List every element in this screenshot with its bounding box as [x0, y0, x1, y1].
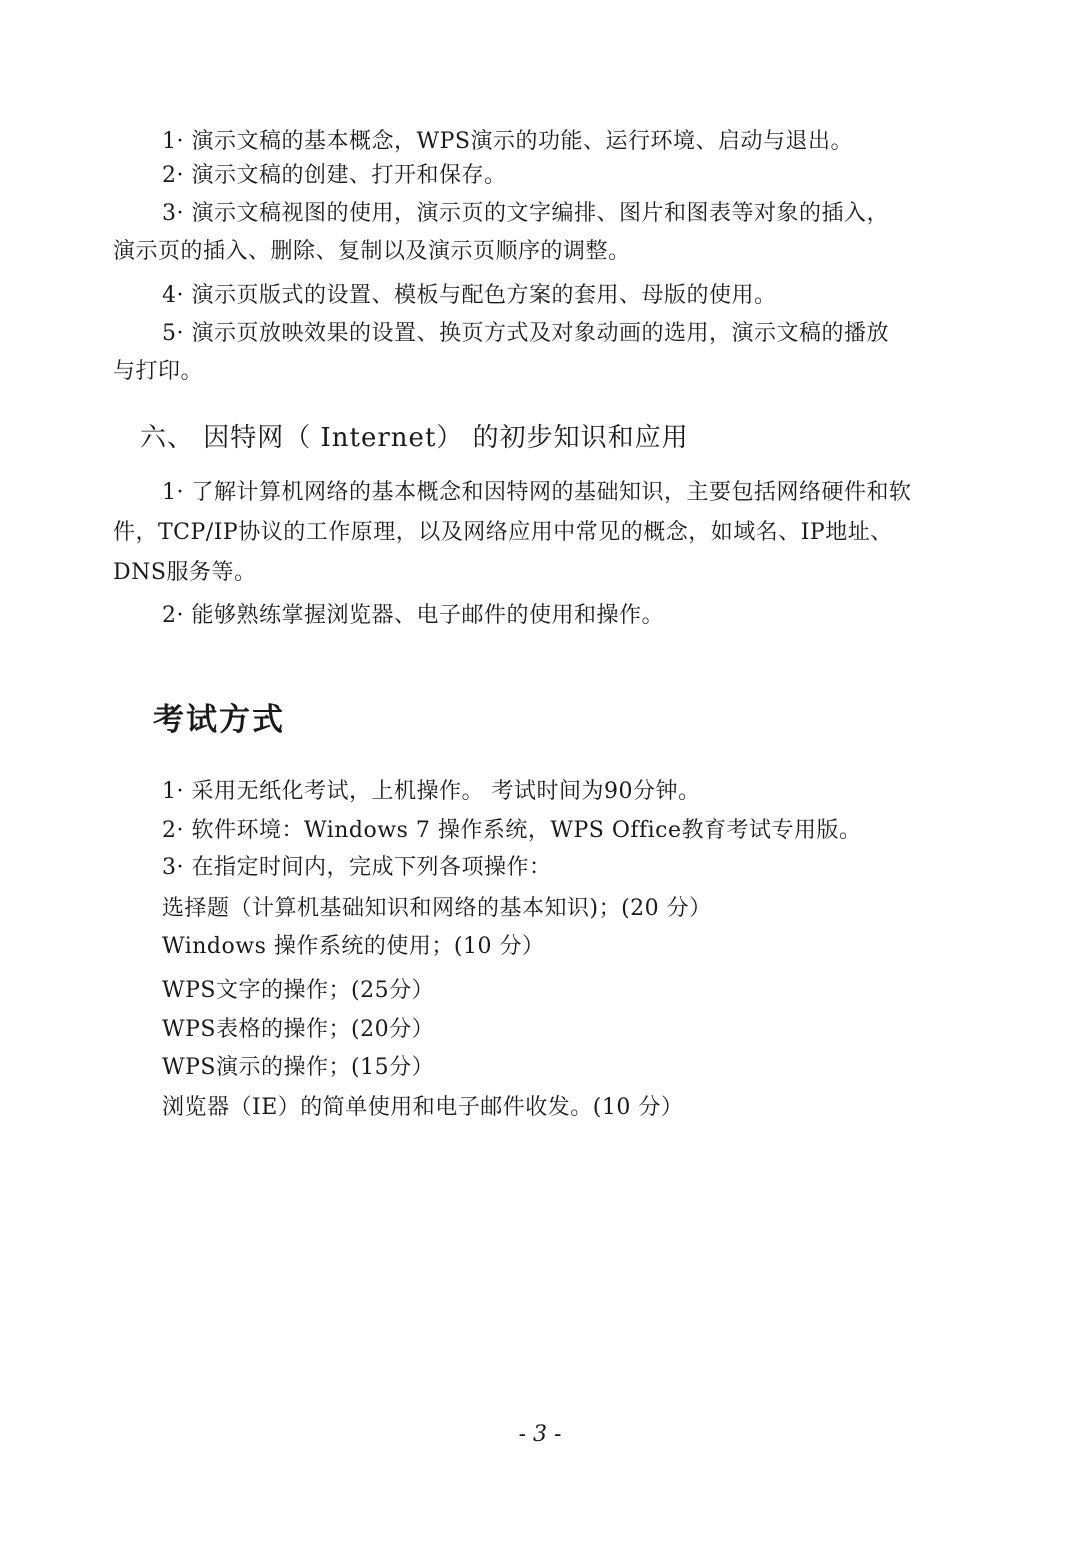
exam-task-windows: Windows 操作系统的使用；(10 分） [162, 934, 545, 959]
exam-task-browser-email: 浏览器（IE）的简单使用和电子邮件收发。(10 分） [162, 1095, 684, 1120]
section5-item-3: 3· 演示文稿视图的使用，演示页的文字编排、图片和图表等对象的插入， [162, 201, 889, 226]
section6-item-1: 1· 了解计算机网络的基本概念和因特网的基础知识，主要包括网络硬件和软 [162, 480, 912, 505]
exam-item-3: 3· 在指定时间内，完成下列各项操作： [162, 855, 552, 880]
exam-task-wps-sheet: WPS表格的操作；(20分） [162, 1017, 435, 1042]
section5-item-5: 5· 演示页放映效果的设置、换页方式及对象动画的选用，演示文稿的播放 [162, 321, 889, 346]
exam-task-wps-presentation: WPS演示的操作；(15分） [162, 1055, 435, 1080]
exam-item-2: 2· 软件环境：Windows 7 操作系统，WPS Office教育考试专用版。 [162, 818, 862, 843]
exam-task-wps-text: WPS文字的操作；(25分） [162, 978, 435, 1003]
exam-heading: 考试方式 [153, 702, 285, 738]
section5-item-5-continued: 与打印。 [113, 359, 204, 384]
exam-task-choice: 选择题（计算机基础知识和网络的基本知识)；(20 分） [162, 896, 712, 921]
section5-item-2: 2· 演示文稿的创建、打开和保存。 [162, 163, 507, 188]
section6-item-2: 2· 能够熟练掌握浏览器、电子邮件的使用和操作。 [162, 603, 664, 628]
section5-item-4: 4· 演示页版式的设置、模板与配色方案的套用、母版的使用。 [162, 283, 777, 308]
section6-item-1-continued: 件，TCP/IP协议的工作原理，以及网络应用中常见的概念，如域名、IP地址、 [113, 520, 893, 545]
section6-item-1-continued-2: DNS服务等。 [113, 560, 257, 585]
section5-item-3-continued: 演示页的插入、删除、复制以及演示页顺序的调整。 [113, 239, 631, 264]
section6-heading: 六、 因特网（ Internet） 的初步知识和应用 [140, 423, 689, 453]
exam-item-1: 1· 采用无纸化考试，上机操作。 考试时间为90分钟。 [162, 779, 701, 804]
section5-item-1: 1· 演示文稿的基本概念，WPS演示的功能、运行环境、启动与退出。 [162, 129, 853, 154]
page-number: - 3 - [518, 1422, 562, 1447]
